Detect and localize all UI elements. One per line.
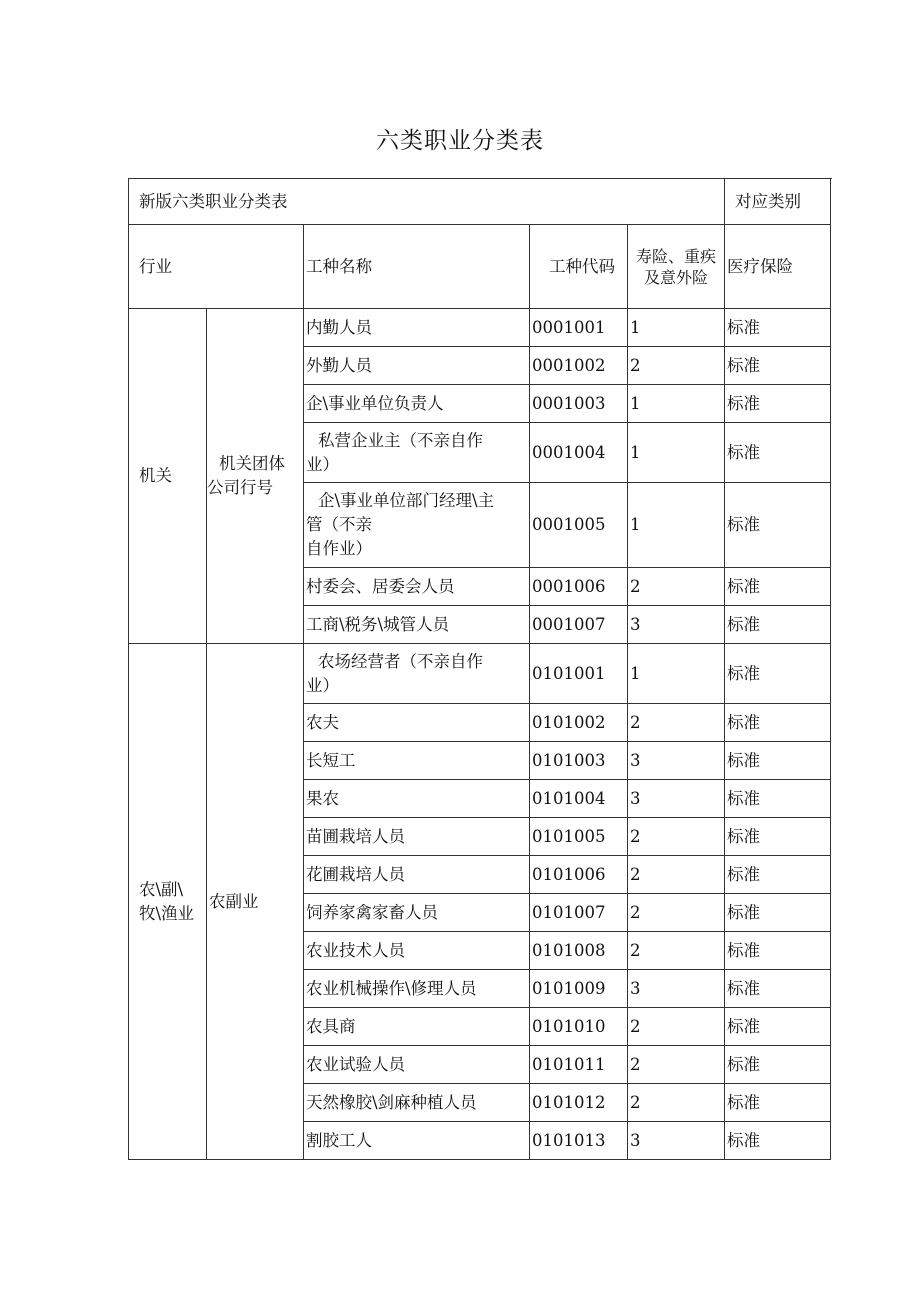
job-name-line2: 管（不亲 bbox=[306, 515, 372, 534]
job-name: 天然橡胶\剑麻种植人员 bbox=[304, 1084, 530, 1122]
job-code: 0101009 bbox=[530, 970, 628, 1008]
job-name: 割胶工人 bbox=[304, 1122, 530, 1160]
medical-value: 标准 bbox=[725, 704, 831, 742]
risk-class: 3 bbox=[628, 1122, 725, 1160]
job-name: 村委会、居委会人员 bbox=[304, 568, 530, 606]
medical-value: 标准 bbox=[725, 1122, 831, 1160]
medical-value: 标准 bbox=[725, 1084, 831, 1122]
industry-line1: 农\副\ bbox=[139, 879, 184, 899]
job-code: 0101004 bbox=[530, 780, 628, 818]
job-name-header: 工种名称 bbox=[304, 225, 530, 309]
job-name: 饲养家禽家畜人员 bbox=[304, 894, 530, 932]
job-name: 长短工 bbox=[304, 742, 530, 780]
job-code: 0101010 bbox=[530, 1008, 628, 1046]
medical-value: 标准 bbox=[725, 818, 831, 856]
job-code: 0001007 bbox=[530, 606, 628, 644]
table-name-cell: 新版六类职业分类表 bbox=[129, 179, 725, 225]
risk-class: 2 bbox=[628, 856, 725, 894]
job-name bbox=[304, 644, 530, 704]
job-name: 内勤人员 bbox=[304, 309, 530, 347]
job-name-line2: 业） bbox=[306, 675, 339, 695]
job-code: 0001003 bbox=[530, 385, 628, 423]
risk-class: 3 bbox=[628, 606, 725, 644]
job-code: 0001006 bbox=[530, 568, 628, 606]
risk-class: 3 bbox=[628, 742, 725, 780]
medical-header: 医疗保险 bbox=[725, 225, 831, 309]
table-row bbox=[129, 644, 831, 704]
job-name-line1: 私营企业主（不亲自作 bbox=[318, 430, 483, 450]
risk-class: 2 bbox=[628, 894, 725, 932]
job-code: 0001002 bbox=[530, 347, 628, 385]
job-name: 外勤人员 bbox=[304, 347, 530, 385]
medical-value: 标准 bbox=[725, 309, 831, 347]
medical-value: 标准 bbox=[725, 347, 831, 385]
industry-cell: 机关 bbox=[129, 309, 207, 644]
risk-class: 2 bbox=[628, 1046, 725, 1084]
medical-value: 标准 bbox=[725, 780, 831, 818]
job-code: 0101006 bbox=[530, 856, 628, 894]
category-header-cell: 对应类别 bbox=[725, 179, 831, 225]
job-name-line2: 业） bbox=[306, 454, 339, 474]
medical-value: 标准 bbox=[725, 423, 831, 483]
risk-class: 3 bbox=[628, 970, 725, 1008]
sub-industry-cell: 农副业 bbox=[207, 644, 304, 1160]
risk-class: 2 bbox=[628, 568, 725, 606]
job-name: 农业技术人员 bbox=[304, 932, 530, 970]
job-code: 0101005 bbox=[530, 818, 628, 856]
job-name: 农夫 bbox=[304, 704, 530, 742]
medical-value: 标准 bbox=[725, 1008, 831, 1046]
medical-value: 标准 bbox=[725, 568, 831, 606]
medical-value: 标准 bbox=[725, 606, 831, 644]
page-title: 六类职业分类表 bbox=[376, 128, 544, 154]
life-insurance-header: 寿险、重疾及意外险 bbox=[628, 225, 725, 309]
job-code: 0101012 bbox=[530, 1084, 628, 1122]
job-code: 0101013 bbox=[530, 1122, 628, 1160]
risk-class: 2 bbox=[628, 347, 725, 385]
job-name: 工商\税务\城管人员 bbox=[304, 606, 530, 644]
column-header-row bbox=[129, 225, 831, 309]
medical-value: 标准 bbox=[725, 742, 831, 780]
risk-class: 2 bbox=[628, 932, 725, 970]
occupation-table bbox=[128, 178, 831, 1160]
medical-value: 标准 bbox=[725, 894, 831, 932]
industry-cell bbox=[129, 644, 207, 1160]
risk-class: 1 bbox=[628, 483, 725, 568]
job-code: 0101002 bbox=[530, 704, 628, 742]
risk-class: 1 bbox=[628, 385, 725, 423]
job-code: 0001001 bbox=[530, 309, 628, 347]
industry-header: 行业 bbox=[129, 225, 304, 309]
industry-line2: 牧\渔业 bbox=[139, 903, 195, 923]
risk-class: 1 bbox=[628, 309, 725, 347]
job-code: 0101008 bbox=[530, 932, 628, 970]
medical-value: 标准 bbox=[725, 856, 831, 894]
job-name-line3: 自作业） bbox=[306, 539, 372, 558]
risk-class: 1 bbox=[628, 644, 725, 704]
job-code-header: 工种代码 bbox=[530, 225, 628, 309]
medical-value: 标准 bbox=[725, 970, 831, 1008]
medical-value: 标准 bbox=[725, 483, 831, 568]
job-code: 0001004 bbox=[530, 423, 628, 483]
job-name: 花圃栽培人员 bbox=[304, 856, 530, 894]
table-row bbox=[129, 309, 831, 347]
medical-value: 标准 bbox=[725, 385, 831, 423]
medical-value: 标准 bbox=[725, 644, 831, 704]
job-name-line1: 农场经营者（不亲自作 bbox=[318, 651, 483, 671]
job-name bbox=[304, 423, 530, 483]
job-code: 0101003 bbox=[530, 742, 628, 780]
sub-industry-line2: 公司行号 bbox=[207, 478, 273, 497]
table-header-row bbox=[129, 179, 831, 225]
job-code: 0101007 bbox=[530, 894, 628, 932]
job-code: 0001005 bbox=[530, 483, 628, 568]
job-name bbox=[304, 483, 530, 568]
job-name: 农具商 bbox=[304, 1008, 530, 1046]
sub-industry-line1: 机关团体 bbox=[219, 454, 285, 473]
risk-class: 2 bbox=[628, 818, 725, 856]
medical-value: 标准 bbox=[725, 1046, 831, 1084]
job-code: 0101011 bbox=[530, 1046, 628, 1084]
job-name: 农业机械操作\修理人员 bbox=[304, 970, 530, 1008]
risk-class: 3 bbox=[628, 780, 725, 818]
risk-class: 2 bbox=[628, 1084, 725, 1122]
risk-class: 2 bbox=[628, 1008, 725, 1046]
job-name: 苗圃栽培人员 bbox=[304, 818, 530, 856]
job-code: 0101001 bbox=[530, 644, 628, 704]
medical-value: 标准 bbox=[725, 932, 831, 970]
risk-class: 2 bbox=[628, 704, 725, 742]
job-name: 农业试验人员 bbox=[304, 1046, 530, 1084]
job-name-line1: 企\事业单位部门经理\主 bbox=[318, 491, 495, 510]
job-name: 企\事业单位负责人 bbox=[304, 385, 530, 423]
sub-industry-cell bbox=[207, 309, 304, 644]
job-name: 果农 bbox=[304, 780, 530, 818]
risk-class: 1 bbox=[628, 423, 725, 483]
